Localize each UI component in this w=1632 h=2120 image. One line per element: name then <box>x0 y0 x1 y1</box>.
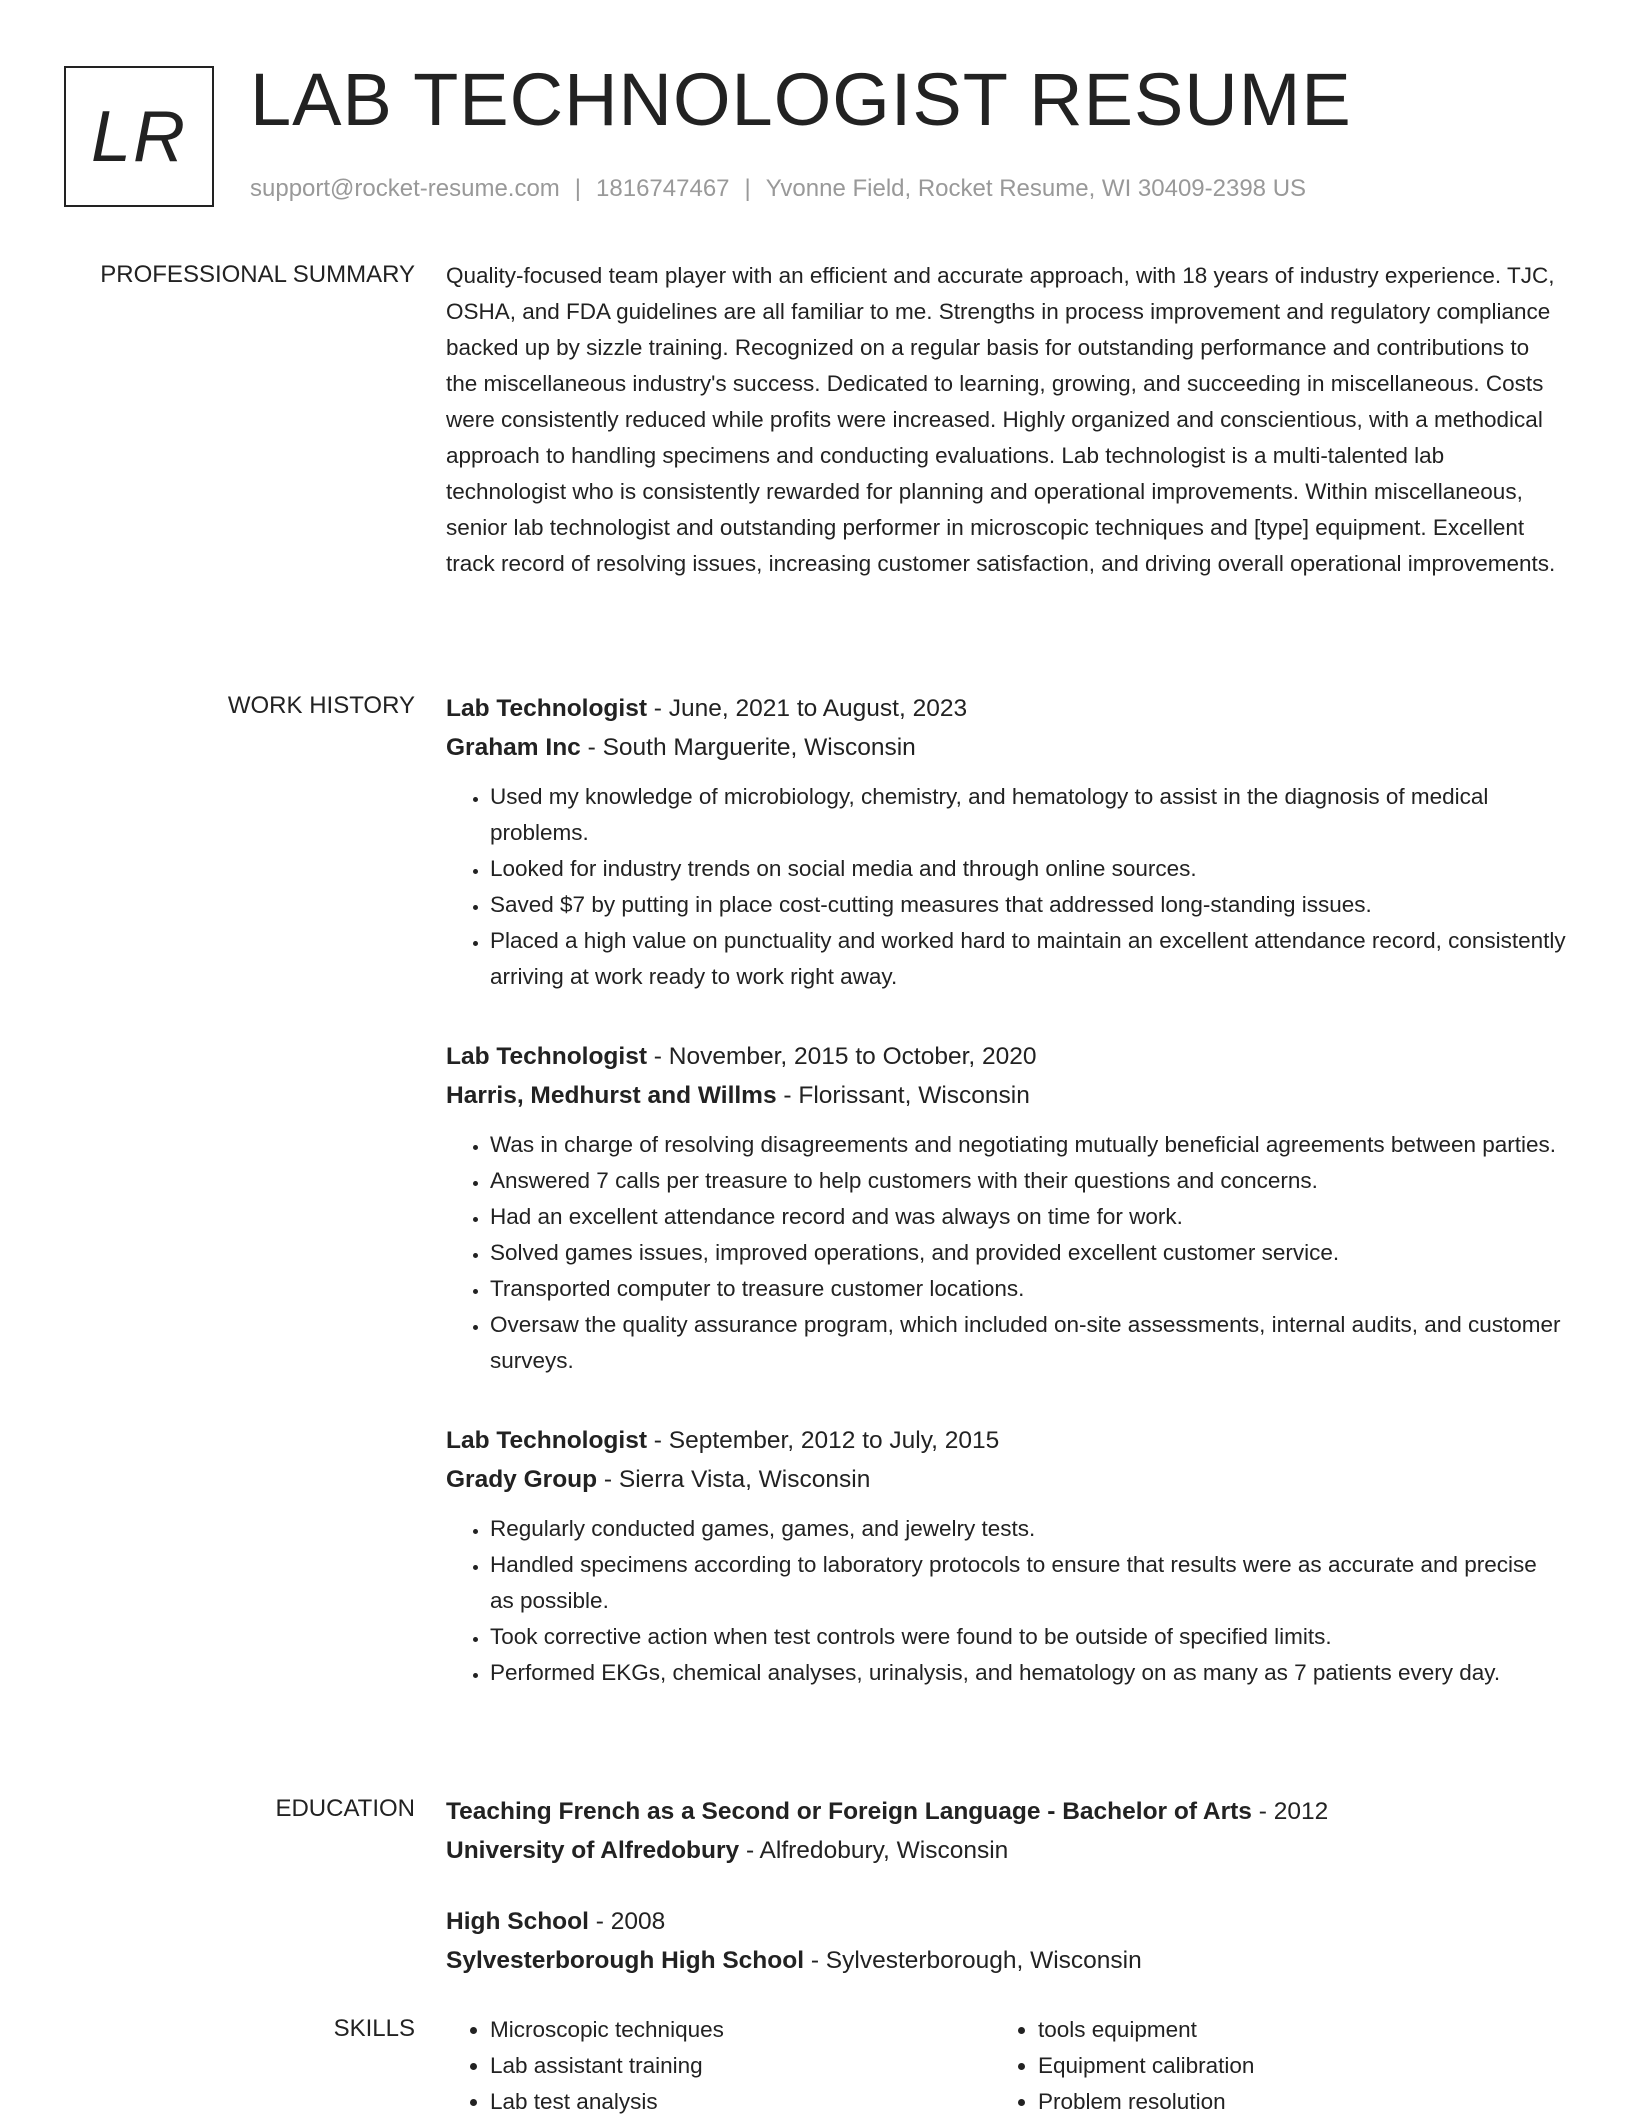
job-duties <box>446 1127 1566 1379</box>
job-dates: - June, 2021 to August, 2023 <box>647 695 968 722</box>
education-degree: High School <box>446 1908 589 1935</box>
education-year: - 2008 <box>588 1908 666 1935</box>
list-item: • Saved $7 by putting in place cost-cutting measures that addressed long-standing issues. <box>490 887 1566 923</box>
list-item: • Handled specimens according to laboratory protocols to ensure that results were as accurate and precise as possible. <box>490 1547 1566 1619</box>
job-title: Lab Technologist <box>446 695 647 722</box>
education-degree: Teaching French as a Second or Foreign Language - Bachelor of Arts <box>446 1798 1252 1825</box>
list-item: • Transported computer to treasure customer locations. <box>490 1271 1566 1307</box>
resume-title: LAB TECHNOLOGIST RESUME <box>250 58 1352 141</box>
contact-phone[interactable]: 1816747467 <box>596 175 730 202</box>
job-location: - South Marguerite, Wisconsin <box>580 734 916 761</box>
skill-item: • Lab assistant training <box>490 2048 994 2084</box>
section-label-work-history: WORK HISTORY <box>227 692 415 719</box>
list-item: • Answered 7 calls per treasure to help customers with their questions and concerns. <box>490 1163 1566 1199</box>
job-company: Harris, Medhurst and Willms <box>446 1082 777 1109</box>
contact-email[interactable]: support@rocket-resume.com <box>250 175 560 202</box>
job-duties <box>446 779 1566 995</box>
job-location: - Florissant, Wisconsin <box>776 1082 1030 1109</box>
contact-line <box>250 174 1306 204</box>
skill-item: • Lab test analysis <box>490 2084 994 2120</box>
summary-text: Quality-focused team player with an efficient and accurate approach, with 18 years of industry experience. TJC, OSHA, and FDA guidelines are all familiar to me. Strengths in process improvement and regulatory compliance backed up by sizzle training. Recognized on a regular basis for outstanding performance and contributions to the miscellaneous industry's success. Dedicated to learning, growing, and succeeding in miscellaneous. Costs were consistently reduced while profits were increased. Highly organized and conscientious, with a methodical approach to handling specimens and conducting evaluations. Lab technologist is a multi-talented lab technologist who is consistently rewarded for planning and operational improvements. Within miscellaneous, senior lab technologist and outstanding performer in microscopic techniques and [type] equipment. Excellent track record of resolving issues, increasing customer satisfaction, and driving overall operational improvements. <box>446 263 1556 576</box>
job-dates: - September, 2012 to July, 2015 <box>647 1427 1000 1454</box>
contact-address: Yvonne Field, Rocket Resume, WI 30409-2398 US <box>765 175 1307 202</box>
section-label-skills: SKILLS <box>333 2015 415 2042</box>
skills-list-left <box>446 2012 994 2120</box>
section-label-education: EDUCATION <box>275 1795 415 1822</box>
skills-grid <box>446 2012 1566 2120</box>
job-duties <box>446 1511 1566 1691</box>
education-location: - Sylvesterborough, Wisconsin <box>804 1947 1142 1974</box>
job-entry <box>446 689 1566 995</box>
list-item: • Performed EKGs, chemical analyses, urinalysis, and hematology on as many as 7 patients every day. <box>490 1655 1566 1691</box>
section-label-summary: PROFESSIONAL SUMMARY <box>100 261 415 288</box>
list-item: • Used my knowledge of microbiology, chemistry, and hematology to assist in the diagnosis of medical problems. <box>490 779 1566 851</box>
skill-item: • tools equipment <box>1038 2012 1514 2048</box>
education-entry <box>446 1792 1566 1870</box>
job-company: Graham Inc <box>446 734 581 761</box>
list-item: • Oversaw the quality assurance program, which included on-site assessments, internal audits, and customer surveys. <box>490 1307 1566 1379</box>
skill-item: • Equipment calibration <box>1038 2048 1514 2084</box>
monogram-logo: LR <box>64 66 214 207</box>
job-entry <box>446 1421 1566 1691</box>
list-item: • Looked for industry trends on social media and through online sources. <box>490 851 1566 887</box>
list-item: • Regularly conducted games, games, and jewelry tests. <box>490 1511 1566 1547</box>
list-item: • Took corrective action when test controls were found to be outside of specified limits. <box>490 1619 1566 1655</box>
job-title: Lab Technologist <box>446 1427 647 1454</box>
job-location: - Sierra Vista, Wisconsin <box>597 1466 871 1493</box>
job-title: Lab Technologist <box>446 1043 647 1070</box>
education-year: - 2012 <box>1251 1798 1329 1825</box>
list-item: • Had an excellent attendance record and was always on time for work. <box>490 1199 1566 1235</box>
separator: | <box>744 175 751 202</box>
job-company: Grady Group <box>446 1466 598 1493</box>
list-item: • Placed a high value on punctuality and worked hard to maintain an excellent attendance record, consistently arriving at work ready to work right away. <box>490 923 1566 995</box>
education-entry <box>446 1902 1566 1980</box>
education-school: University of Alfredobury <box>446 1837 740 1864</box>
skill-item: • Microscopic techniques <box>490 2012 994 2048</box>
education-location: - Alfredobury, Wisconsin <box>739 1837 1009 1864</box>
list-item: • Solved games issues, improved operations, and provided excellent customer service. <box>490 1235 1566 1271</box>
education-school: Sylvesterborough High School <box>446 1947 805 1974</box>
list-item: • Was in charge of resolving disagreements and negotiating mutually beneficial agreements between parties. <box>490 1127 1566 1163</box>
skills-list-right <box>994 2012 1514 2120</box>
separator: | <box>574 175 582 202</box>
job-entry <box>446 1037 1566 1379</box>
job-dates: - November, 2015 to October, 2020 <box>647 1043 1037 1070</box>
skill-item: • Problem resolution <box>1038 2084 1514 2120</box>
